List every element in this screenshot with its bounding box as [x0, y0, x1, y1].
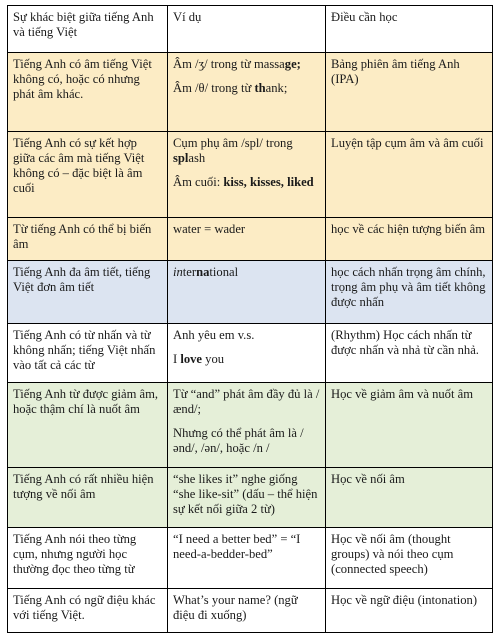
example-bold-text: love — [180, 352, 203, 366]
table-row — [8, 218, 493, 261]
example-cell — [168, 261, 326, 324]
learn-cell: Học về giảm âm và nuốt âm — [326, 383, 493, 468]
learn-cell: Bảng phiên âm tiếng Anh (IPA) — [326, 53, 493, 132]
comparison-table — [7, 5, 493, 633]
example-text: ank; — [265, 81, 288, 95]
example-paragraph — [173, 136, 320, 166]
learn-cell: học cách nhấn trọng âm chính, trọng âm phụ và âm tiết không được nhấn — [326, 261, 493, 324]
learn-cell: (Rhythm) Học cách nhấn từ được nhấn và nhả từ cần nhả. — [326, 324, 493, 383]
example-bold-text: kiss, kisses, liked — [223, 175, 314, 189]
difference-cell: Tiếng Anh có ngữ điệu khác với tiếng Việt. — [8, 589, 168, 633]
difference-cell: Tiếng Anh có từ nhấn và từ không nhấn; tiếng Việt nhấn vào tất cả các từ — [8, 324, 168, 383]
table-row — [8, 324, 493, 383]
example-text: you — [202, 352, 225, 366]
header-learn: Điều cần học — [326, 6, 493, 53]
example-cell — [168, 383, 326, 468]
example-cell: What’s your name? (ngữ điệu đi xuống) — [168, 589, 326, 633]
example-text: Âm cuối: — [173, 175, 224, 189]
table-row — [8, 383, 493, 468]
table-header-row — [8, 6, 493, 53]
example-paragraph: Nhưng có thể phát âm là /ənd/, /ən/, hoặc /n / — [173, 426, 304, 455]
example-bold-text: spl — [173, 151, 189, 165]
learn-cell: Học về nối âm — [326, 468, 493, 528]
table-row — [8, 132, 493, 218]
example-text: Cụm phụ âm /spl/ trong — [173, 136, 293, 150]
difference-cell: Tiếng Anh có sự kết hợp giữa các âm mà tiếng Việt không có – đặc biệt là âm cuối — [8, 132, 168, 218]
example-text: tional — [209, 265, 239, 279]
learn-cell: Học về ngữ điệu (intonation) — [326, 589, 493, 633]
example-bold-text: ge; — [284, 57, 301, 71]
table-row — [8, 261, 493, 324]
example-text: I — [173, 352, 181, 366]
table-row — [8, 468, 493, 528]
example-cell — [168, 324, 326, 383]
example-paragraph — [173, 175, 320, 190]
example-cell: “I need a better bed” = “I need-a-bedder-bed” — [168, 528, 326, 589]
header-example: Ví dụ — [168, 6, 326, 53]
example-cell — [168, 132, 326, 218]
header-difference: Sự khác biệt giữa tiếng Anh và tiếng Việt — [8, 6, 168, 53]
learn-cell: học về các hiện tượng biến âm — [326, 218, 493, 261]
example-paragraph — [173, 352, 320, 367]
example-bold-text: na — [196, 265, 210, 279]
difference-cell: Tiếng Anh nói theo từng cụm, nhưng người học thường đọc theo từng từ — [8, 528, 168, 589]
example-cell: water = wader — [168, 218, 326, 261]
example-paragraph — [173, 57, 320, 72]
difference-cell: Tiếng Anh có rất nhiều hiện tượng về nối âm — [8, 468, 168, 528]
example-italic-text: in — [173, 265, 183, 279]
example-text: Âm /θ/ trong từ — [173, 81, 255, 95]
difference-cell: Tiếng Anh từ được giảm âm, hoặc thậm chí là nuốt âm — [8, 383, 168, 468]
learn-cell: Học về nối âm (thought groups) và nói theo cụm (connected speech) — [326, 528, 493, 589]
example-bold-text: th — [254, 81, 266, 95]
difference-cell: Tiếng Anh có âm tiếng Việt không có, hoặc có nhưng phát âm khác. — [8, 53, 168, 132]
table-row — [8, 53, 493, 132]
difference-cell: Tiếng Anh đa âm tiết, tiếng Việt đơn âm tiết — [8, 261, 168, 324]
example-text: ter — [182, 265, 197, 279]
example-paragraph: Từ “and” phát âm đầy đủ là /ænd/; — [173, 387, 320, 416]
example-text: ash — [188, 151, 206, 165]
example-cell — [168, 53, 326, 132]
table-row — [8, 589, 493, 633]
learn-cell: Luyện tập cụm âm và âm cuối — [326, 132, 493, 218]
example-paragraph — [173, 81, 320, 96]
example-text: Âm /ʒ/ trong từ massa — [173, 57, 285, 71]
difference-cell: Từ tiếng Anh có thể bị biến âm — [8, 218, 168, 261]
example-cell: “she likes it” nghe giống “she like-sit” (dấu – thể hiện sự kết nối giữa 2 từ) — [168, 468, 326, 528]
table-row — [8, 528, 493, 589]
example-paragraph: Anh yêu em v.s. — [173, 328, 255, 342]
